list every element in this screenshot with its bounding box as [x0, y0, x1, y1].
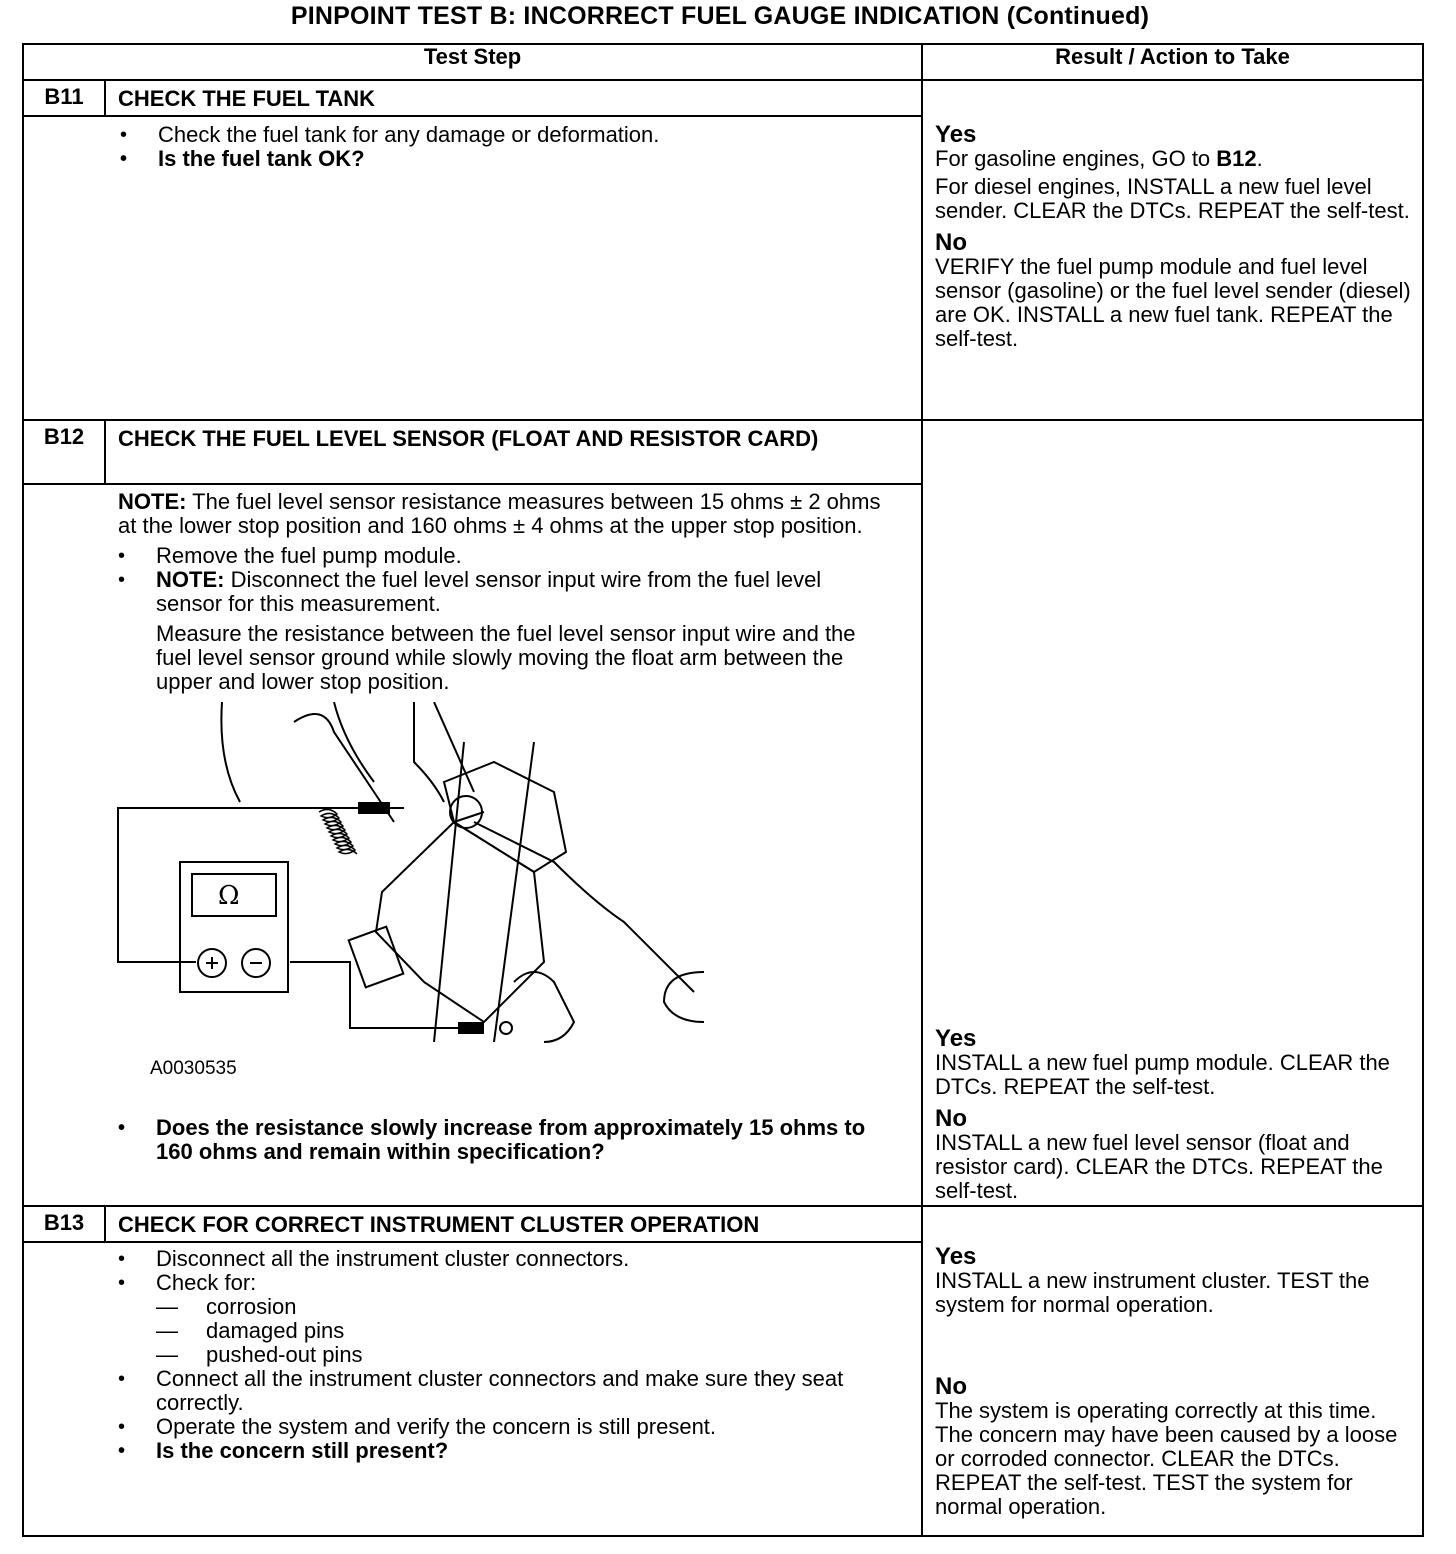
result-text: For gasoline engines, GO to — [935, 146, 1217, 171]
step-body-b12 — [23, 484, 922, 1206]
no-label: No — [935, 229, 968, 256]
list-item — [118, 568, 881, 616]
step-b11-heading-row — [23, 80, 1423, 116]
table-header-row — [23, 44, 1423, 80]
result-text: INSTALL a new instrument cluster. TEST the system for normal operation. — [935, 1268, 1370, 1317]
list-item: • Is the fuel tank OK? — [120, 147, 901, 171]
step-heading-b12: CHECK THE FUEL LEVEL SENSOR (FLOAT AND RESISTOR CARD) — [105, 420, 922, 484]
list-item: • Connect all the instrument cluster connectors and make sure they seat correctly. — [118, 1367, 861, 1415]
ohm-symbol: Ω — [218, 881, 240, 911]
instruction-paragraph: Measure the resistance between the fuel level sensor input wire and the fuel level sensor ground while slowly moving the float arm between the upper and lower stop position. — [156, 621, 856, 694]
step-reference: B12 — [1216, 146, 1257, 171]
step-heading-b11: CHECK THE FUEL TANK — [105, 80, 922, 116]
note-label: NOTE: — [156, 567, 225, 592]
no-label: No — [935, 1373, 968, 1400]
step-body-b13 — [23, 1242, 922, 1536]
note-text: The fuel level sensor resistance measures between 15 ohms ± 2 ohms at the lower stop position and 160 ohms ± 4 ohms at the upper stop position. — [118, 489, 881, 538]
list-item: • Remove the fuel pump module. — [118, 544, 881, 568]
list-item: • Does the resistance slowly increase from approximately 15 ohms to 160 ohms and remain within specification? — [118, 1116, 881, 1164]
page-title: PINPOINT TEST B: INCORRECT FUEL GAUGE INDICATION (Continued) — [290, 2, 1150, 30]
no-label: No — [935, 1105, 968, 1132]
result-b12 — [922, 420, 1423, 1206]
yes-label: Yes — [935, 1243, 977, 1270]
step-id-b13: B13 — [23, 1206, 105, 1242]
step-body-b11 — [23, 116, 922, 420]
result-b11 — [922, 80, 1423, 420]
header-result-action: Result / Action to Take — [922, 44, 1423, 80]
punctuation: . — [1256, 146, 1263, 171]
list-item: • Operate the system and verify the concern is still present. — [118, 1415, 861, 1439]
step-b12-heading-row — [23, 420, 1423, 484]
yes-label: Yes — [935, 121, 977, 148]
dash-item: — pushed-out pins — [156, 1343, 861, 1367]
pinpoint-test-table — [22, 43, 1424, 1537]
result-text: The system is operating correctly at this time. The concern may have been caused by a loose or corroded connector. CLEAR the DTCs. REPEAT the self-test. TEST the system for normal operation. — [935, 1398, 1398, 1519]
yes-label: Yes — [935, 1025, 977, 1052]
result-text: VERIFY the fuel pump module and fuel level sensor (gasoline) or the fuel level sender (diesel) are OK. INSTALL a new fuel tank. REPEAT the self-test. — [935, 254, 1411, 351]
dash-item: — corrosion — [156, 1295, 861, 1319]
step-b13-heading-row — [23, 1206, 1423, 1242]
fuel-level-sensor-figure — [114, 702, 734, 1112]
result-text: For diesel engines, INSTALL a new fuel level sender. CLEAR the DTCs. REPEAT the self-test. — [935, 174, 1410, 223]
note — [118, 490, 881, 538]
list-item: • Check for: — [118, 1271, 861, 1295]
result-text — [935, 147, 1412, 171]
step-id-b11: B11 — [23, 80, 105, 116]
list-item: • Check the fuel tank for any damage or deformation. — [120, 123, 901, 147]
result-text: INSTALL a new fuel level sensor (float and resistor card). CLEAR the DTCs. REPEAT the self-test. — [935, 1130, 1383, 1203]
step-heading-b13: CHECK FOR CORRECT INSTRUMENT CLUSTER OPERATION — [105, 1206, 922, 1242]
header-test-step: Test Step — [23, 44, 922, 80]
figure-code: A0030535 — [150, 1058, 237, 1079]
fuel-pump-illustration — [114, 702, 734, 1082]
result-b13 — [922, 1206, 1423, 1536]
list-item: • Disconnect all the instrument cluster connectors. — [118, 1247, 861, 1271]
step-id-b12: B12 — [23, 420, 105, 484]
note-text: Disconnect the fuel level sensor input wire from the fuel level sensor for this measurement. — [156, 567, 822, 616]
result-text: INSTALL a new fuel pump module. CLEAR the DTCs. REPEAT the self-test. — [935, 1050, 1390, 1099]
dash-item: — damaged pins — [156, 1319, 861, 1343]
note-label: NOTE: — [118, 489, 187, 514]
list-item: • Is the concern still present? — [118, 1439, 861, 1463]
